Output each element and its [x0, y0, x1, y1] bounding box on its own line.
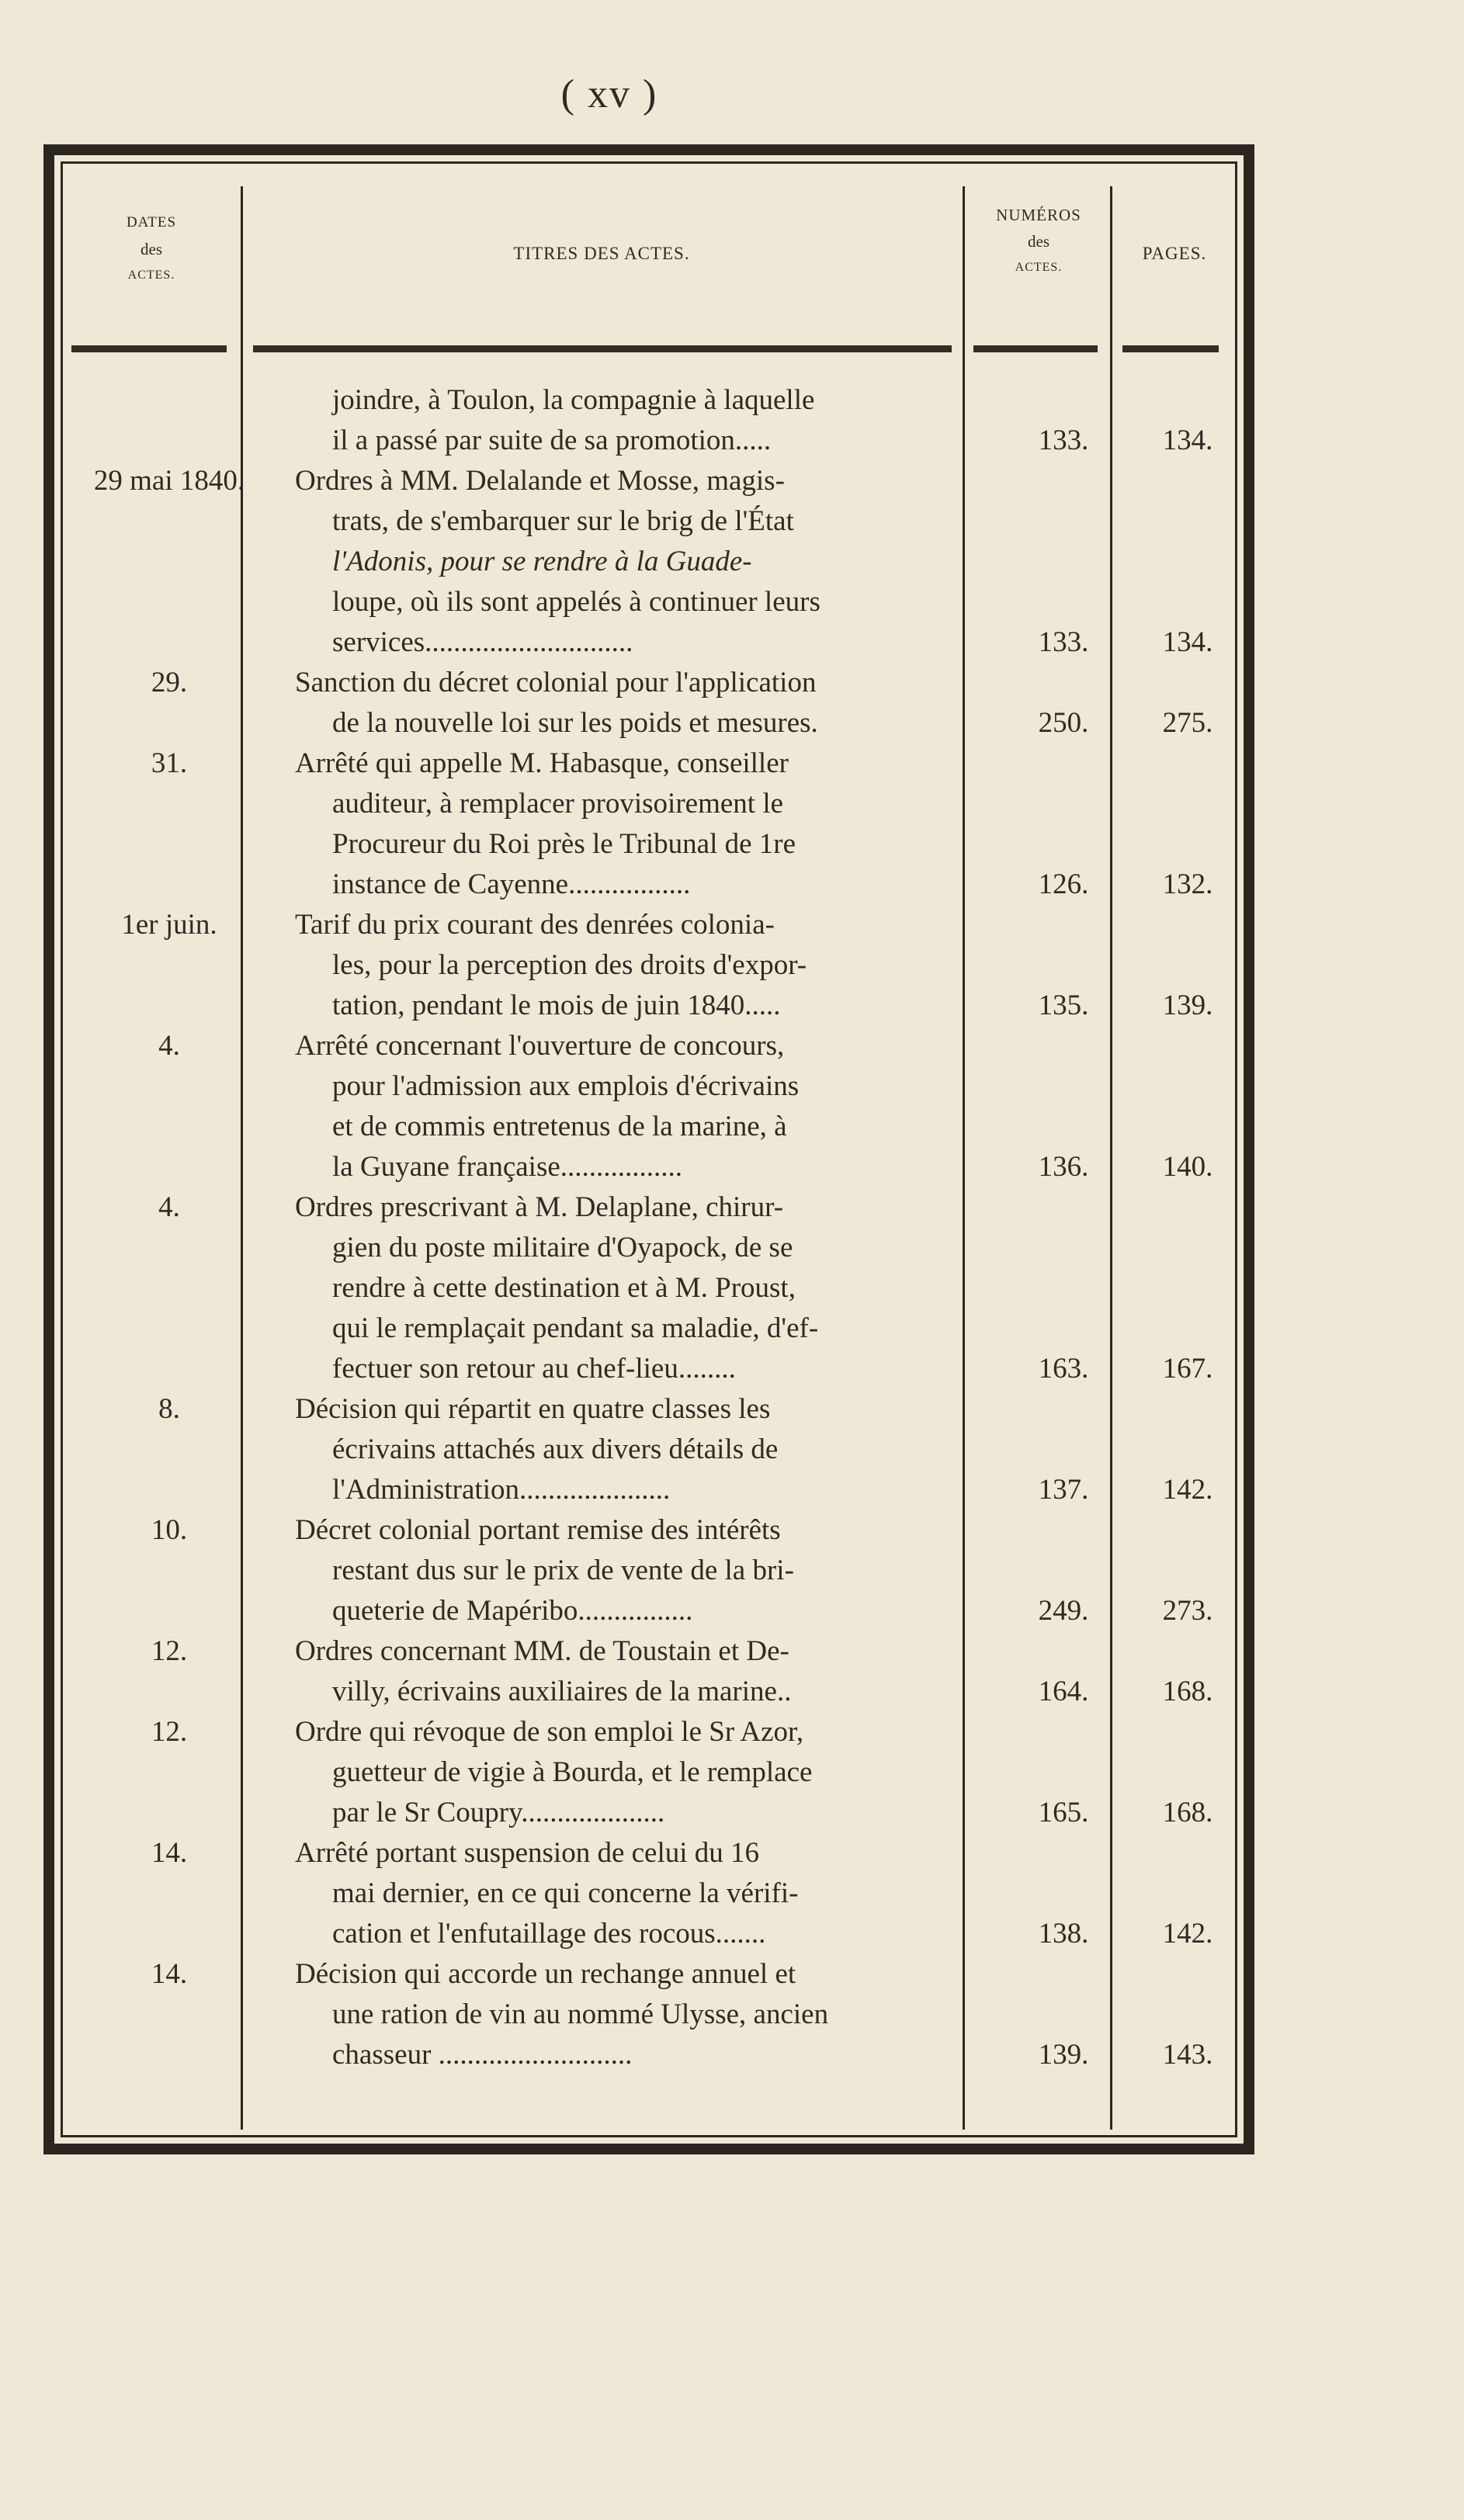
- row-title-line: fectuer son retour au chef-lieu........: [332, 1353, 736, 1385]
- header-pages: [1116, 241, 1233, 267]
- header-dates-line3: ACTES.: [127, 269, 175, 282]
- row-date: 14.: [151, 1958, 188, 1990]
- row-title-line: Ordres concernant MM. de Toustain et De-: [295, 1635, 789, 1667]
- header-numeros-line3: ACTES.: [1015, 261, 1063, 274]
- row-title-line: queterie de Mapéribo................: [332, 1595, 693, 1627]
- row-number: 249.: [1038, 1595, 1089, 1627]
- table-row: [54, 1712, 1244, 1833]
- row-title-line: trats, de s'embarquer sur le brig de l'État: [332, 505, 794, 537]
- table-row: [54, 1187, 1244, 1389]
- row-page: 275.: [1162, 707, 1213, 739]
- row-number: 139.: [1038, 2039, 1089, 2071]
- row-title-line: cation et l'enfutaillage des rocous.......: [332, 1918, 766, 1950]
- row-page: 167.: [1162, 1353, 1213, 1385]
- table-row: [54, 905, 1244, 1026]
- row-date: 8.: [158, 1393, 180, 1425]
- header-numeros-line2: des: [1028, 232, 1049, 251]
- table-row: [54, 380, 1244, 461]
- row-number: 135.: [1038, 990, 1089, 1021]
- row-page: 134.: [1162, 626, 1213, 658]
- row-title: [295, 1954, 1003, 2075]
- row-title: [295, 1510, 1003, 1631]
- row-number: 138.: [1038, 1918, 1089, 1950]
- row-number: 164.: [1038, 1676, 1089, 1707]
- row-title-line: écrivains attachés aux divers détails de: [332, 1433, 779, 1465]
- row-number: 133.: [1038, 626, 1089, 658]
- row-title-line: et de commis entretenus de la marine, à: [332, 1111, 787, 1142]
- row-number: 137.: [1038, 1474, 1089, 1506]
- row-title-line: Tarif du prix courant des denrées colonia-: [295, 909, 775, 941]
- row-title-line: villy, écrivains auxiliaires de la marine..: [332, 1676, 792, 1707]
- row-date: 10.: [151, 1514, 188, 1546]
- table-frame: [43, 144, 1254, 2154]
- row-title-line: tation, pendant le mois de juin 1840.....: [332, 990, 781, 1021]
- row-page: 132.: [1162, 868, 1213, 900]
- table-row: [54, 1833, 1244, 1954]
- row-title: [295, 461, 1003, 663]
- row-title-line: Décret colonial portant remise des intérêts: [295, 1514, 781, 1546]
- table-row: [54, 744, 1244, 905]
- header-pages-label: PAGES.: [1142, 244, 1207, 263]
- row-title: [295, 380, 1003, 461]
- header-dates-line2: des: [141, 240, 162, 258]
- header-rule-numeros: [973, 345, 1098, 352]
- header-rule-pages: [1122, 345, 1219, 352]
- row-date: 1er juin.: [121, 909, 217, 941]
- row-title-line: mai dernier, en ce qui concerne la vérifi-: [332, 1877, 799, 1909]
- table-row: [54, 1026, 1244, 1187]
- row-title: [295, 1833, 1003, 1954]
- row-title-line: l'Administration.....................: [332, 1474, 671, 1506]
- row-title-line: Procureur du Roi près le Tribunal de 1re: [332, 828, 796, 860]
- row-page: 143.: [1162, 2039, 1213, 2071]
- row-title-line: Décision qui répartit en quatre classes les: [295, 1393, 771, 1425]
- row-title: [295, 1187, 1003, 1389]
- row-title-line: l'Adonis, pour se rendre à la Guade-: [332, 546, 752, 577]
- row-date: 29 mai 1840.: [93, 465, 245, 497]
- row-title-line: gien du poste militaire d'Oyapock, de se: [332, 1232, 793, 1263]
- row-title-line: qui le remplaçait pendant sa maladie, d'ef-: [332, 1312, 819, 1344]
- row-title-line: Arrêté qui appelle M. Habasque, conseiller: [295, 747, 789, 779]
- row-title-line: chasseur ...........................: [332, 2039, 633, 2071]
- row-title-line: pour l'admission aux emplois d'écrivains: [332, 1070, 800, 1102]
- row-number: 133.: [1038, 425, 1089, 456]
- row-date: 4.: [158, 1191, 180, 1223]
- row-title: [295, 663, 1003, 744]
- row-title: [295, 1631, 1003, 1712]
- row-title: [295, 744, 1003, 905]
- row-title-line: la Guyane française.................: [332, 1151, 683, 1183]
- row-title-line: guetteur de vigie à Bourda, et le remplace: [332, 1756, 813, 1788]
- row-title-line: Ordres à MM. Delalande et Mosse, magis-: [295, 465, 785, 497]
- header-dates: [70, 210, 233, 289]
- row-date: 12.: [151, 1635, 188, 1667]
- row-date: 14.: [151, 1837, 188, 1869]
- row-page: 273.: [1162, 1595, 1213, 1627]
- row-title-line: Décision qui accorde un rechange annuel et: [295, 1958, 796, 1990]
- row-title-line: auditeur, à remplacer provisoirement le: [332, 788, 784, 820]
- table-row: [54, 1510, 1244, 1631]
- row-title-line: Arrêté portant suspension de celui du 16: [295, 1837, 760, 1869]
- header-rule-dates: [71, 345, 227, 352]
- row-date: 29.: [151, 667, 188, 698]
- row-title-line: loupe, où ils sont appelés à continuer leurs: [332, 586, 820, 618]
- table-body: [54, 380, 1244, 2075]
- row-number: 250.: [1038, 707, 1089, 739]
- row-title-line: une ration de vin au nommé Ulysse, ancien: [332, 1998, 829, 2030]
- row-number: 163.: [1038, 1353, 1089, 1385]
- row-number: 126.: [1038, 868, 1089, 900]
- table-row: [54, 1954, 1244, 2075]
- header-titles: [248, 241, 955, 267]
- row-title-line: Ordre qui révoque de son emploi le Sr Azor,: [295, 1716, 804, 1748]
- row-page: 140.: [1162, 1151, 1213, 1183]
- header-numeros-line1: NUMÉROS: [996, 206, 1081, 224]
- row-title-line: Arrêté concernant l'ouverture de concours,: [295, 1030, 785, 1062]
- header-titles-label: TITRES DES ACTES.: [513, 244, 690, 263]
- header-rule-titles: [253, 345, 952, 352]
- header-numeros: [969, 202, 1108, 281]
- row-title-line: par le Sr Coupry....................: [332, 1797, 665, 1828]
- row-number: 136.: [1038, 1151, 1089, 1183]
- header-dates-line1: DATES: [126, 214, 177, 231]
- row-page: 139.: [1162, 990, 1213, 1021]
- row-page: 142.: [1162, 1474, 1213, 1506]
- row-title: [295, 1026, 1003, 1187]
- row-page: 134.: [1162, 425, 1213, 456]
- row-page: 168.: [1162, 1676, 1213, 1707]
- row-page: 168.: [1162, 1797, 1213, 1828]
- row-number: 165.: [1038, 1797, 1089, 1828]
- row-title-line: Sanction du décret colonial pour l'application: [295, 667, 817, 698]
- row-date: 4.: [158, 1030, 180, 1062]
- row-page: 142.: [1162, 1918, 1213, 1950]
- row-title-line: services.............................: [332, 626, 633, 658]
- row-title-line: restant dus sur le prix de vente de la bri-: [332, 1555, 794, 1586]
- row-title: [295, 905, 1003, 1026]
- row-title-line: joindre, à Toulon, la compagnie à laquelle: [332, 384, 815, 416]
- page-number: ( xv ): [560, 72, 658, 116]
- row-title: [295, 1389, 1003, 1510]
- row-title-line: les, pour la perception des droits d'expor-: [332, 949, 807, 981]
- table-row: [54, 663, 1244, 744]
- row-date: 12.: [151, 1716, 188, 1748]
- row-title-line: instance de Cayenne.................: [332, 868, 691, 900]
- row-title-line: de la nouvelle loi sur les poids et mesures.: [332, 707, 818, 739]
- table-row: [54, 1389, 1244, 1510]
- row-title-line: il a passé par suite de sa promotion.....: [332, 425, 772, 456]
- row-title-line: rendre à cette destination et à M. Proust,: [332, 1272, 796, 1304]
- row-date: 31.: [151, 747, 188, 779]
- row-title-line: Ordres prescrivant à M. Delaplane, chirur-: [295, 1191, 784, 1223]
- row-title: [295, 1712, 1003, 1833]
- table-row: [54, 1631, 1244, 1712]
- table-row: [54, 461, 1244, 663]
